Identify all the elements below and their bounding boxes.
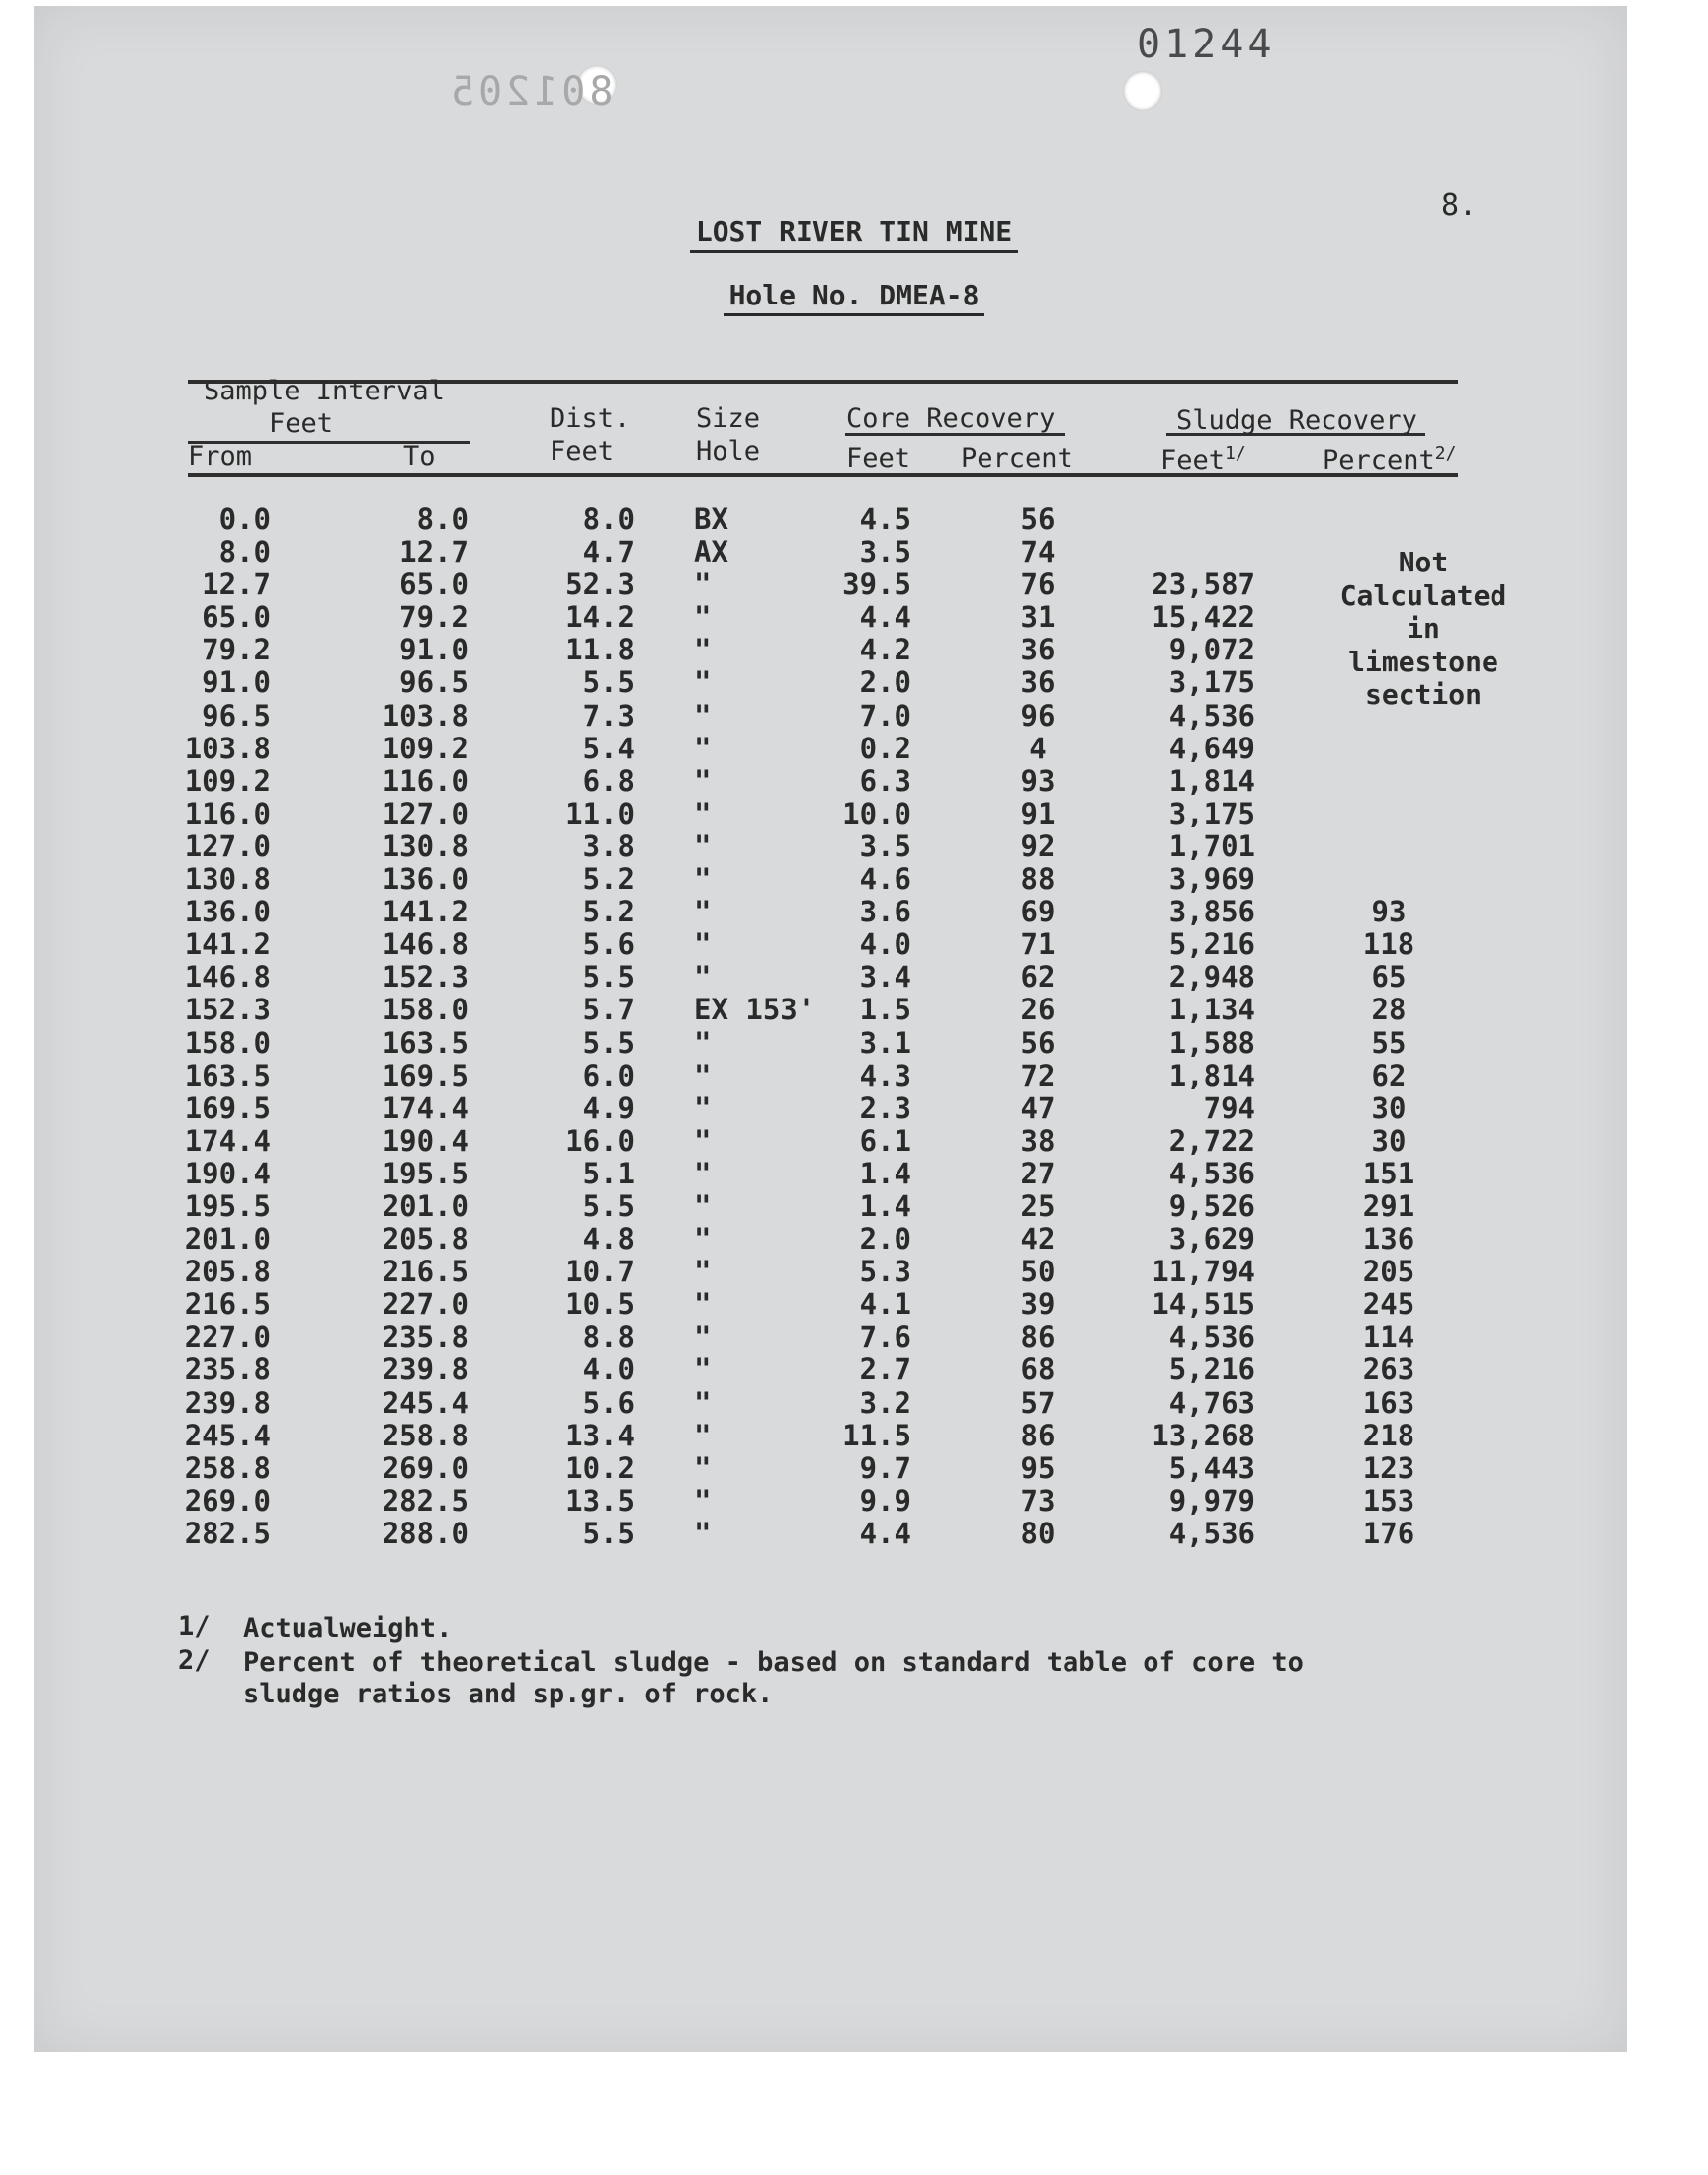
- cell-from: 169.5: [184, 1090, 271, 1125]
- cell-sludge-feet: 2,722: [1168, 1123, 1255, 1158]
- cell-core-pct: 91: [1020, 796, 1056, 830]
- cell-to: 91.0: [399, 633, 469, 667]
- cell-size: ": [694, 763, 712, 798]
- cell-sludge-feet: 1,701: [1168, 828, 1255, 863]
- cell-from: 146.8: [184, 960, 271, 995]
- footnote-ref-2: 2/: [1434, 443, 1457, 464]
- cell-sludge-feet: 5,216: [1168, 1352, 1255, 1387]
- cell-sludge-feet: 3,175: [1168, 665, 1255, 700]
- cell-core-pct: 25: [1020, 1188, 1056, 1223]
- cell-dist: 5.5: [582, 1188, 635, 1223]
- header-sludge-recovery: Sludge Recovery: [1176, 405, 1417, 436]
- cell-core-feet: 3.6: [859, 895, 911, 929]
- cell-sludge-pct: 176: [1362, 1516, 1415, 1550]
- cell-core-pct: 69: [1020, 895, 1056, 929]
- cell-to: 288.0: [382, 1516, 469, 1550]
- cell-from: 258.8: [184, 1450, 271, 1485]
- cell-from: 141.2: [184, 927, 271, 962]
- sludge-percent-label: Percent: [1323, 445, 1435, 476]
- cell-sludge-pct: 30: [1371, 1123, 1407, 1158]
- cell-from: 282.5: [184, 1516, 271, 1550]
- cell-size: ": [694, 796, 712, 830]
- cell-dist: 5.7: [582, 993, 635, 1027]
- cell-to: 163.5: [382, 1025, 469, 1060]
- cell-to: 195.5: [382, 1156, 469, 1190]
- cell-from: 245.4: [184, 1418, 271, 1452]
- cell-core-pct: 72: [1020, 1058, 1056, 1092]
- cell-dist: 11.0: [565, 796, 635, 830]
- header-sludge-percent: [1323, 443, 1456, 476]
- cell-dist: 4.9: [582, 1090, 635, 1125]
- cell-from: 190.4: [184, 1156, 271, 1190]
- header-hole: Hole: [696, 436, 761, 467]
- header-dist-feet: Feet: [550, 436, 615, 467]
- cell-dist: 5.5: [582, 1025, 635, 1060]
- cell-core-feet: 7.0: [859, 698, 911, 733]
- cell-from: 158.0: [184, 1025, 271, 1060]
- cell-core-feet: 2.0: [859, 665, 911, 700]
- cell-core-pct: 68: [1020, 1352, 1056, 1387]
- cell-from: 205.8: [184, 1255, 271, 1289]
- cell-core-feet: 3.1: [859, 1025, 911, 1060]
- cell-size: ": [694, 1352, 712, 1387]
- cell-core-feet: 4.4: [859, 1516, 911, 1550]
- cell-to: 79.2: [399, 600, 469, 635]
- cell-dist: 5.6: [582, 927, 635, 962]
- cell-size: ": [694, 600, 712, 635]
- cell-size: ": [694, 1450, 712, 1485]
- cell-core-pct: 74: [1020, 535, 1056, 569]
- cell-dist: 7.3: [582, 698, 635, 733]
- cell-size: ": [694, 828, 712, 863]
- cell-core-feet: 4.2: [859, 633, 911, 667]
- cell-dist: 10.2: [565, 1450, 635, 1485]
- cell-size: ": [694, 567, 712, 602]
- cell-sludge-feet: 1,814: [1168, 1058, 1255, 1092]
- cell-to: 216.5: [382, 1255, 469, 1289]
- cell-core-pct: 27: [1020, 1156, 1056, 1190]
- cell-from: 8.0: [218, 535, 271, 569]
- cell-sludge-pct: 136: [1362, 1222, 1415, 1257]
- cell-from: 195.5: [184, 1188, 271, 1223]
- cell-core-pct: 76: [1020, 567, 1056, 602]
- cell-from: 174.4: [184, 1123, 271, 1158]
- cell-sludge-feet: 9,072: [1168, 633, 1255, 667]
- cell-core-feet: 9.9: [859, 1483, 911, 1518]
- header-sludge-feet: [1160, 443, 1246, 476]
- cell-core-pct: 31: [1020, 600, 1056, 635]
- cell-size: ": [694, 731, 712, 765]
- cell-sludge-feet: 1,134: [1168, 993, 1255, 1027]
- cell-sludge-pct: 151: [1362, 1156, 1415, 1190]
- cell-sludge-feet: 1,814: [1168, 763, 1255, 798]
- cell-sludge-pct: 114: [1362, 1320, 1415, 1354]
- cell-dist: 4.0: [582, 1352, 635, 1387]
- cell-from: 216.5: [184, 1287, 271, 1322]
- cell-dist: 16.0: [565, 1123, 635, 1158]
- cell-core-feet: 9.7: [859, 1450, 911, 1485]
- cell-size: ": [694, 960, 712, 995]
- cell-sludge-pct: 291: [1362, 1188, 1415, 1223]
- header-interval-feet: Feet: [269, 408, 334, 439]
- cell-size: EX 153': [694, 993, 815, 1027]
- cell-core-pct: 62: [1020, 960, 1056, 995]
- cell-size: ": [694, 1123, 712, 1158]
- cell-size: ": [694, 1385, 712, 1420]
- cell-sludge-feet: 794: [1203, 1090, 1255, 1125]
- cell-core-pct: 73: [1020, 1483, 1056, 1518]
- cell-dist: 14.2: [565, 600, 635, 635]
- cell-from: 269.0: [184, 1483, 271, 1518]
- cell-to: 158.0: [382, 993, 469, 1027]
- cell-from: 109.2: [184, 763, 271, 798]
- note-line: Not: [1398, 546, 1449, 578]
- footnote-text-1: Actualweight.: [243, 1613, 453, 1644]
- cell-sludge-pct: 245: [1362, 1287, 1415, 1322]
- bleed-through-stamp: 801205: [447, 69, 614, 115]
- cell-core-pct: 36: [1020, 633, 1056, 667]
- cell-size: ": [694, 1320, 712, 1354]
- footnote-text-2-cont: sludge ratios and sp.gr. of rock.: [243, 1679, 774, 1709]
- scan-margin: [0, 2056, 1708, 2175]
- cell-core-feet: 1.4: [859, 1156, 911, 1190]
- cell-to: 146.8: [382, 927, 469, 962]
- cell-to: 136.0: [382, 862, 469, 897]
- cell-sludge-feet: 4,536: [1168, 1320, 1255, 1354]
- document-title: [0, 216, 1708, 248]
- header-dist: Dist.: [550, 403, 631, 434]
- cell-core-pct: 57: [1020, 1385, 1056, 1420]
- cell-to: 169.5: [382, 1058, 469, 1092]
- cell-size: ": [694, 1418, 712, 1452]
- cell-size: ": [694, 1025, 712, 1060]
- cell-core-pct: 56: [1020, 1025, 1056, 1060]
- header-to: To: [403, 441, 436, 472]
- cell-sludge-pct: 218: [1362, 1418, 1415, 1452]
- cell-core-feet: 5.3: [859, 1255, 911, 1289]
- cell-dist: 3.8: [582, 828, 635, 863]
- cell-dist: 13.5: [565, 1483, 635, 1518]
- cell-sludge-feet: 4,536: [1168, 1516, 1255, 1550]
- cell-to: 8.0: [416, 502, 469, 536]
- cell-size: ": [694, 1156, 712, 1190]
- cell-core-feet: 2.3: [859, 1090, 911, 1125]
- cell-size: BX: [694, 502, 728, 536]
- cell-size: ": [694, 1287, 712, 1322]
- cell-sludge-feet: 3,969: [1168, 862, 1255, 897]
- header-size: Size: [696, 403, 761, 434]
- cell-dist: 5.5: [582, 960, 635, 995]
- cell-core-feet: 10.0: [842, 796, 911, 830]
- cell-dist: 6.8: [582, 763, 635, 798]
- cell-core-feet: 3.5: [859, 828, 911, 863]
- cell-to: 227.0: [382, 1287, 469, 1322]
- cell-core-feet: 6.1: [859, 1123, 911, 1158]
- cell-sludge-feet: 4,536: [1168, 1156, 1255, 1190]
- cell-core-feet: 11.5: [842, 1418, 911, 1452]
- cell-to: 96.5: [399, 665, 469, 700]
- cell-from: 127.0: [184, 828, 271, 863]
- cell-core-feet: 2.7: [859, 1352, 911, 1387]
- cell-sludge-feet: 3,629: [1168, 1222, 1255, 1257]
- cell-size: ": [694, 698, 712, 733]
- cell-dist: 10.7: [565, 1255, 635, 1289]
- cell-core-pct: 56: [1020, 502, 1056, 536]
- cell-sludge-feet: 5,443: [1168, 1450, 1255, 1485]
- cell-core-pct: 92: [1020, 828, 1056, 863]
- footnote-mark-1: 1/: [178, 1611, 211, 1642]
- cell-size: ": [694, 1222, 712, 1257]
- header-from: From: [188, 441, 253, 472]
- cell-sludge-feet: 9,526: [1168, 1188, 1255, 1223]
- note-line: limestone: [1348, 645, 1498, 678]
- cell-core-feet: 0.2: [859, 731, 911, 765]
- cell-core-feet: 4.6: [859, 862, 911, 897]
- cell-core-feet: 2.0: [859, 1222, 911, 1257]
- cell-core-pct: 93: [1020, 763, 1056, 798]
- cell-to: 152.3: [382, 960, 469, 995]
- cell-sludge-pct: 30: [1371, 1090, 1407, 1125]
- cell-sludge-feet: 3,175: [1168, 796, 1255, 830]
- cell-sludge-feet: 15,422: [1152, 600, 1255, 635]
- cell-from: 227.0: [184, 1320, 271, 1354]
- cell-core-pct: 38: [1020, 1123, 1056, 1158]
- cell-to: 116.0: [382, 763, 469, 798]
- cell-from: 91.0: [202, 665, 271, 700]
- cell-dist: 10.5: [565, 1287, 635, 1322]
- cell-sludge-pct: 205: [1362, 1255, 1415, 1289]
- cell-dist: 5.2: [582, 895, 635, 929]
- cell-from: 136.0: [184, 895, 271, 929]
- header-core-percent: Percent: [961, 443, 1073, 474]
- cell-core-feet: 4.1: [859, 1287, 911, 1322]
- cell-core-pct: 39: [1020, 1287, 1056, 1322]
- cell-from: 152.3: [184, 993, 271, 1027]
- cell-core-pct: 36: [1020, 665, 1056, 700]
- footnote-mark-2: 2/: [178, 1645, 211, 1676]
- punch-hole-right: [1123, 71, 1162, 111]
- cell-sludge-feet: 4,536: [1168, 698, 1255, 733]
- cell-sludge-feet: 2,948: [1168, 960, 1255, 995]
- cell-to: 109.2: [382, 731, 469, 765]
- cell-dist: 8.0: [582, 502, 635, 536]
- cell-dist: 4.7: [582, 535, 635, 569]
- cell-sludge-pct: 55: [1371, 1025, 1407, 1060]
- cell-from: 239.8: [184, 1385, 271, 1420]
- note-line: Calculated: [1339, 578, 1507, 612]
- cell-sludge-feet: 3,856: [1168, 895, 1255, 929]
- footnote-ref-1: 1/: [1225, 443, 1246, 464]
- cell-sludge-pct: 65: [1371, 960, 1407, 995]
- cell-size: ": [694, 862, 712, 897]
- cell-sludge-feet: 14,515: [1152, 1287, 1255, 1322]
- cell-size: ": [694, 1058, 712, 1092]
- cell-size: ": [694, 1483, 712, 1518]
- cell-size: ": [694, 895, 712, 929]
- cell-size: ": [694, 633, 712, 667]
- cell-size: AX: [694, 535, 728, 569]
- cell-dist: 5.4: [582, 731, 635, 765]
- cell-sludge-pct: 123: [1362, 1450, 1415, 1485]
- header-bottom-rule: [188, 473, 1458, 477]
- cell-core-pct: 71: [1020, 927, 1056, 962]
- cell-core-pct: 86: [1020, 1418, 1056, 1452]
- cell-to: 258.8: [382, 1418, 469, 1452]
- cell-from: 103.8: [184, 731, 271, 765]
- cell-to: 282.5: [382, 1483, 469, 1518]
- cell-sludge-pct: 93: [1371, 895, 1407, 929]
- cell-to: 239.8: [382, 1352, 469, 1387]
- cell-dist: 6.0: [582, 1058, 635, 1092]
- document-stamp-number: 01244: [1137, 22, 1276, 67]
- cell-sludge-pct: 28: [1371, 993, 1407, 1027]
- cell-sludge-feet: 1,588: [1168, 1025, 1255, 1060]
- cell-core-pct: 26: [1020, 993, 1056, 1027]
- cell-core-feet: 3.4: [859, 960, 911, 995]
- cell-sludge-feet: 13,268: [1152, 1418, 1255, 1452]
- cell-to: 205.8: [382, 1222, 469, 1257]
- note-line: section: [1364, 678, 1482, 711]
- cell-from: 163.5: [184, 1058, 271, 1092]
- cell-dist: 5.2: [582, 862, 635, 897]
- cell-core-pct: 80: [1020, 1516, 1056, 1550]
- cell-dist: 5.5: [582, 665, 635, 700]
- cell-from: 235.8: [184, 1352, 271, 1387]
- cell-to: 130.8: [382, 828, 469, 863]
- page-number: 8.: [1441, 188, 1478, 222]
- cell-dist: 13.4: [565, 1418, 635, 1452]
- cell-to: 269.0: [382, 1450, 469, 1485]
- cell-core-feet: 4.5: [859, 502, 911, 536]
- cell-core-pct: 96: [1020, 698, 1056, 733]
- cell-sludge-feet: 11,794: [1152, 1255, 1255, 1289]
- cell-from: 116.0: [184, 796, 271, 830]
- cell-dist: 5.1: [582, 1156, 635, 1190]
- cell-sludge-pct: 153: [1362, 1483, 1415, 1518]
- cell-to: 201.0: [382, 1188, 469, 1223]
- cell-core-feet: 3.2: [859, 1385, 911, 1420]
- cell-core-pct: 50: [1020, 1255, 1056, 1289]
- cell-core-feet: 3.5: [859, 535, 911, 569]
- limestone-note: [1324, 546, 1522, 712]
- cell-dist: 11.8: [565, 633, 635, 667]
- cell-to: 190.4: [382, 1123, 469, 1158]
- cell-sludge-pct: 118: [1362, 927, 1415, 962]
- note-line: in: [1407, 612, 1440, 645]
- cell-from: 0.0: [218, 502, 271, 536]
- cell-sludge-feet: 23,587: [1152, 567, 1255, 602]
- cell-core-feet: 4.4: [859, 600, 911, 635]
- cell-size: ": [694, 927, 712, 962]
- cell-core-feet: 7.6: [859, 1320, 911, 1354]
- cell-core-feet: 4.3: [859, 1058, 911, 1092]
- cell-to: 103.8: [382, 698, 469, 733]
- cell-sludge-pct: 263: [1362, 1352, 1415, 1387]
- sludge-feet-label: Feet: [1160, 445, 1226, 476]
- subtitle-text: Hole No. DMEA-8: [724, 279, 985, 316]
- cell-dist: 5.6: [582, 1385, 635, 1420]
- footnote-text-2: Percent of theoretical sludge - based on standard table of core to: [243, 1647, 1304, 1678]
- cell-dist: 5.5: [582, 1516, 635, 1550]
- header-core-feet: Feet: [846, 443, 911, 474]
- cell-core-pct: 86: [1020, 1320, 1056, 1354]
- cell-core-feet: 1.5: [859, 993, 911, 1027]
- cell-size: ": [694, 1516, 712, 1550]
- cell-core-feet: 39.5: [842, 567, 911, 602]
- header-sample-interval: Sample Interval: [204, 376, 445, 406]
- title-text: LOST RIVER TIN MINE: [690, 216, 1018, 253]
- cell-from: 65.0: [202, 600, 271, 635]
- document-subtitle: [0, 279, 1708, 311]
- cell-dist: 4.8: [582, 1222, 635, 1257]
- cell-from: 96.5: [202, 698, 271, 733]
- cell-core-feet: 6.3: [859, 763, 911, 798]
- cell-from: 201.0: [184, 1222, 271, 1257]
- cell-to: 127.0: [382, 796, 469, 830]
- cell-core-feet: 4.0: [859, 927, 911, 962]
- cell-to: 12.7: [399, 535, 469, 569]
- cell-from: 130.8: [184, 862, 271, 897]
- cell-dist: 8.8: [582, 1320, 635, 1354]
- cell-size: ": [694, 665, 712, 700]
- cell-to: 65.0: [399, 567, 469, 602]
- cell-size: ": [694, 1255, 712, 1289]
- cell-to: 245.4: [382, 1385, 469, 1420]
- cell-core-pct: 95: [1020, 1450, 1056, 1485]
- cell-sludge-feet: 4,649: [1168, 731, 1255, 765]
- cell-to: 174.4: [382, 1090, 469, 1125]
- cell-core-feet: 1.4: [859, 1188, 911, 1223]
- cell-size: ": [694, 1090, 712, 1125]
- cell-core-pct: 88: [1020, 862, 1056, 897]
- cell-core-pct: 4: [1029, 731, 1047, 765]
- cell-from: 79.2: [202, 633, 271, 667]
- cell-sludge-pct: 163: [1362, 1385, 1415, 1420]
- cell-sludge-feet: 4,763: [1168, 1385, 1255, 1420]
- cell-core-pct: 47: [1020, 1090, 1056, 1125]
- header-core-recovery: Core Recovery: [846, 403, 1056, 434]
- cell-size: ": [694, 1188, 712, 1223]
- cell-core-pct: 42: [1020, 1222, 1056, 1257]
- cell-sludge-feet: 5,216: [1168, 927, 1255, 962]
- cell-sludge-feet: 9,979: [1168, 1483, 1255, 1518]
- cell-dist: 52.3: [565, 567, 635, 602]
- cell-sludge-pct: 62: [1371, 1058, 1407, 1092]
- cell-to: 235.8: [382, 1320, 469, 1354]
- cell-from: 12.7: [202, 567, 271, 602]
- cell-to: 141.2: [382, 895, 469, 929]
